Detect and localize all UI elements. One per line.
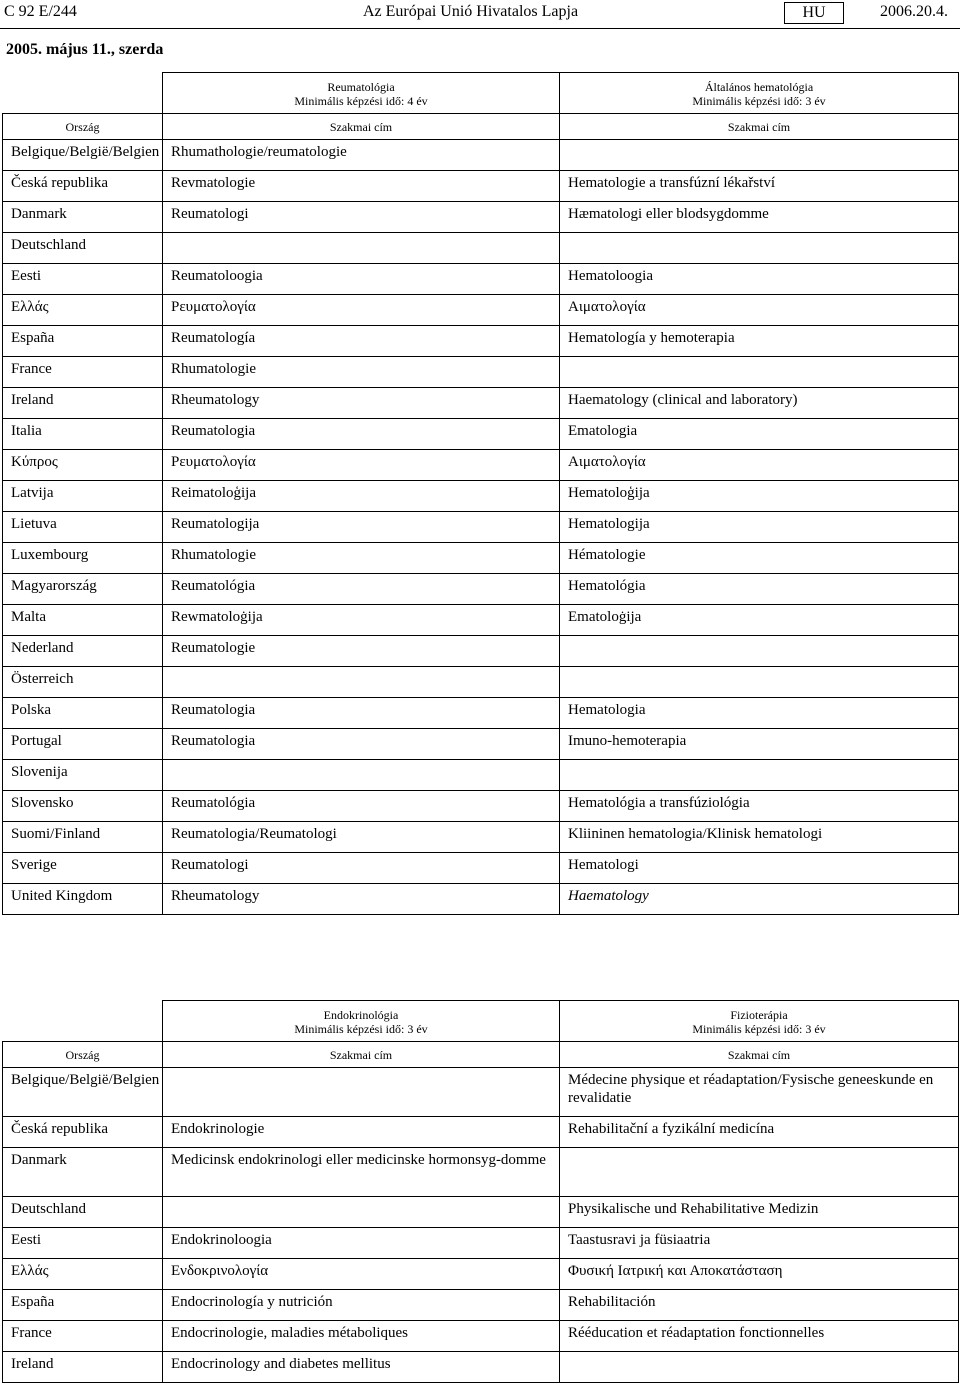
professional-title-cell xyxy=(560,357,959,388)
country-cell: Magyarország xyxy=(3,574,163,605)
table-row xyxy=(3,1228,959,1259)
country-cell: Österreich xyxy=(3,667,163,698)
professional-title-cell: Reumatoloogia xyxy=(163,264,560,295)
table-row xyxy=(3,202,959,233)
header-divider xyxy=(0,28,960,29)
session-date: 2005. május 11., szerda xyxy=(6,41,164,58)
specialty-name: Endokrinológia xyxy=(323,1008,399,1022)
table-row xyxy=(3,1068,959,1117)
professional-title-cell xyxy=(560,140,959,171)
country-cell: France xyxy=(3,1321,163,1352)
table-row xyxy=(3,1352,959,1383)
country-cell: Luxembourg xyxy=(3,543,163,574)
country-cell: Latvija xyxy=(3,481,163,512)
professional-title-cell: Rewmatoloġija xyxy=(163,605,560,636)
publisher-title: Az Európai Unió Hivatalos Lapja xyxy=(363,3,579,20)
country-cell: Suomi/Finland xyxy=(3,822,163,853)
country-cell: Deutschland xyxy=(3,1197,163,1228)
country-cell: Malta xyxy=(3,605,163,636)
professional-title-cell: Reumatologija xyxy=(163,512,560,543)
country-cell: Italia xyxy=(3,419,163,450)
table-row xyxy=(3,729,959,760)
professional-title-cell: Rhumatologie xyxy=(163,543,560,574)
country-cell: Ελλάς xyxy=(3,295,163,326)
country-cell: Eesti xyxy=(3,264,163,295)
professional-title-cell: Endokrinoloogia xyxy=(163,1228,560,1259)
professional-title-cell xyxy=(163,233,560,264)
professional-title-cell: Hematoloogia xyxy=(560,264,959,295)
specialty-physiotherapy xyxy=(560,1001,959,1042)
country-cell: Κύπρος xyxy=(3,450,163,481)
country-cell: Česká republika xyxy=(3,171,163,202)
country-cell: España xyxy=(3,1290,163,1321)
table-row xyxy=(3,357,959,388)
country-cell: Belgique/België/Belgien xyxy=(3,1068,163,1117)
column-header-row xyxy=(3,1042,959,1068)
professional-title-cell: Ematoloġija xyxy=(560,605,959,636)
professional-title-cell: Ematologia xyxy=(560,419,959,450)
professional-title-cell: Hématologie xyxy=(560,543,959,574)
professional-title-cell: Αιματολογία xyxy=(560,295,959,326)
specialty-header-row xyxy=(3,73,959,114)
country-cell: Belgique/België/Belgien xyxy=(3,140,163,171)
table-row xyxy=(3,822,959,853)
professional-title-cell: Reumatológia xyxy=(163,791,560,822)
country-cell: Nederland xyxy=(3,636,163,667)
country-cell: España xyxy=(3,326,163,357)
professional-title-cell xyxy=(560,667,959,698)
professional-title-cell: Reumatologia xyxy=(163,698,560,729)
country-cell: Deutschland xyxy=(3,233,163,264)
professional-title-cell xyxy=(560,760,959,791)
professional-title-cell: Reimatoloģija xyxy=(163,481,560,512)
professional-title-cell: Medicinsk endokrinologi eller medicinske hormonsyg-domme xyxy=(163,1148,560,1197)
journal-reference: C 92 E/244 xyxy=(4,3,77,20)
professional-title-cell: Reumatología xyxy=(163,326,560,357)
table-row xyxy=(3,295,959,326)
country-cell: Polska xyxy=(3,698,163,729)
professional-title-cell xyxy=(163,1197,560,1228)
specialty-name: Általános hematológia xyxy=(704,80,814,94)
professional-title-cell: Hematologija xyxy=(560,512,959,543)
professional-title-cell: Hematológia a transfúziológia xyxy=(560,791,959,822)
professional-title-cell: Rehabilitación xyxy=(560,1290,959,1321)
specialty-endocrinology xyxy=(163,1001,560,1042)
table-row xyxy=(3,171,959,202)
table-row xyxy=(3,791,959,822)
professional-title-cell: Hæmatologi eller blodsygdomme xyxy=(560,202,959,233)
table-row xyxy=(3,264,959,295)
empty-corner-cell xyxy=(3,1001,163,1042)
empty-corner-cell xyxy=(3,73,163,114)
table-row xyxy=(3,140,959,171)
professional-title-cell: Rhumathologie/reumatologie xyxy=(163,140,560,171)
table-row xyxy=(3,481,959,512)
professional-title-cell: Rhumatologie xyxy=(163,357,560,388)
professional-title-cell: Φυσική Ιατρική και Αποκατάσταση xyxy=(560,1259,959,1290)
professional-title-cell: Hematologia xyxy=(560,698,959,729)
professional-title-cell: Reumatologi xyxy=(163,202,560,233)
table-row xyxy=(3,450,959,481)
column-header-country: Ország xyxy=(3,114,163,140)
professional-title-cell: Taastusravi ja füsiaatria xyxy=(560,1228,959,1259)
professional-title-cell: Reumatologie xyxy=(163,636,560,667)
table-row xyxy=(3,1290,959,1321)
country-cell: Ireland xyxy=(3,1352,163,1383)
professional-title-cell: Kliininen hematologia/Klinisk hematologi xyxy=(560,822,959,853)
professional-title-cell: Reumatologia xyxy=(163,729,560,760)
page-header xyxy=(0,0,960,30)
column-header-title: Szakmai cím xyxy=(163,1042,560,1068)
professional-title-cell: Reumatológia xyxy=(163,574,560,605)
professional-title-cell: Rheumatology xyxy=(163,884,560,915)
table-row xyxy=(3,884,959,915)
professional-title-cell: Revmatologie xyxy=(163,171,560,202)
specialty-header-row xyxy=(3,1001,959,1042)
country-cell: Ελλάς xyxy=(3,1259,163,1290)
professional-title-cell: Haematology xyxy=(560,884,959,915)
country-cell: Česká republika xyxy=(3,1117,163,1148)
endocrinology-physiotherapy-table xyxy=(2,1000,959,1383)
training-duration: Minimális képzési idő: 4 év xyxy=(294,94,428,108)
language-badge: HU xyxy=(784,2,844,24)
table-row xyxy=(3,233,959,264)
professional-title-cell: Hematologi xyxy=(560,853,959,884)
specialty-name: Fizioterápia xyxy=(730,1008,788,1022)
country-cell: Danmark xyxy=(3,202,163,233)
professional-title-cell: Rheumatology xyxy=(163,388,560,419)
professional-title-cell: Endocrinología y nutrición xyxy=(163,1290,560,1321)
country-cell: Sverige xyxy=(3,853,163,884)
professional-title-cell: Hematológia xyxy=(560,574,959,605)
table-row xyxy=(3,636,959,667)
country-cell: Eesti xyxy=(3,1228,163,1259)
training-duration: Minimális képzési idő: 3 év xyxy=(692,94,826,108)
professional-title-cell xyxy=(163,760,560,791)
column-header-title: Szakmai cím xyxy=(163,114,560,140)
professional-title-cell: Ρευματολογία xyxy=(163,295,560,326)
training-duration: Minimális képzési idő: 3 év xyxy=(692,1022,826,1036)
professional-title-cell: Hematoloģija xyxy=(560,481,959,512)
professional-title-cell xyxy=(560,1148,959,1197)
table-row xyxy=(3,605,959,636)
specialty-rheumatology xyxy=(163,73,560,114)
publication-date: 2006.20.4. xyxy=(880,3,948,20)
training-duration: Minimális képzési idő: 3 év xyxy=(294,1022,428,1036)
professional-title-cell: Hematologie a transfúzní lékařství xyxy=(560,171,959,202)
specialty-name: Reumatológia xyxy=(327,80,395,94)
column-header-title: Szakmai cím xyxy=(560,1042,959,1068)
country-cell: Portugal xyxy=(3,729,163,760)
professional-title-cell: Hematología y hemoterapia xyxy=(560,326,959,357)
professional-title-cell: Médecine physique et réadaptation/Fysische geneeskunde en revalidatie xyxy=(560,1068,959,1117)
table-row xyxy=(3,698,959,729)
professional-title-cell: Reumatologi xyxy=(163,853,560,884)
professional-title-cell xyxy=(163,667,560,698)
professional-title-cell: Endocrinologie, maladies métaboliques xyxy=(163,1321,560,1352)
column-header-title: Szakmai cím xyxy=(560,114,959,140)
professional-title-cell: Endocrinology and diabetes mellitus xyxy=(163,1352,560,1383)
table-row xyxy=(3,1197,959,1228)
specialty-haematology xyxy=(560,73,959,114)
professional-title-cell: Reumatologia xyxy=(163,419,560,450)
professional-title-cell: Haematology (clinical and laboratory) xyxy=(560,388,959,419)
country-cell: Danmark xyxy=(3,1148,163,1197)
professional-title-cell xyxy=(163,1068,560,1117)
professional-title-cell: Rehabilitační a fyzikální medicína xyxy=(560,1117,959,1148)
table-row xyxy=(3,1148,959,1197)
country-cell: Slovenija xyxy=(3,760,163,791)
column-header-country: Ország xyxy=(3,1042,163,1068)
table-row xyxy=(3,667,959,698)
table-row xyxy=(3,1321,959,1352)
professional-title-cell: Ρευματολογία xyxy=(163,450,560,481)
table-row xyxy=(3,1259,959,1290)
table-row xyxy=(3,326,959,357)
column-header-row xyxy=(3,114,959,140)
professional-title-cell xyxy=(560,636,959,667)
rheumatology-haematology-table xyxy=(2,72,959,915)
table-row xyxy=(3,760,959,791)
professional-title-cell xyxy=(560,233,959,264)
country-cell: Ireland xyxy=(3,388,163,419)
table-row xyxy=(3,512,959,543)
professional-title-cell: Αιματολογία xyxy=(560,450,959,481)
professional-title-cell: Reumatologia/Reumatologi xyxy=(163,822,560,853)
country-cell: France xyxy=(3,357,163,388)
country-cell: Slovensko xyxy=(3,791,163,822)
professional-title-cell: Ενδοκρινολογία xyxy=(163,1259,560,1290)
professional-title-cell: Imuno-hemoterapia xyxy=(560,729,959,760)
professional-title-cell xyxy=(560,1352,959,1383)
table-row xyxy=(3,419,959,450)
table-row xyxy=(3,1117,959,1148)
table-row xyxy=(3,543,959,574)
country-cell: Lietuva xyxy=(3,512,163,543)
table-row xyxy=(3,388,959,419)
professional-title-cell: Physikalische und Rehabilitative Medizin xyxy=(560,1197,959,1228)
professional-title-cell: Rééducation et réadaptation fonctionnelles xyxy=(560,1321,959,1352)
table-row xyxy=(3,853,959,884)
country-cell: United Kingdom xyxy=(3,884,163,915)
table-row xyxy=(3,574,959,605)
professional-title-cell: Endokrinologie xyxy=(163,1117,560,1148)
